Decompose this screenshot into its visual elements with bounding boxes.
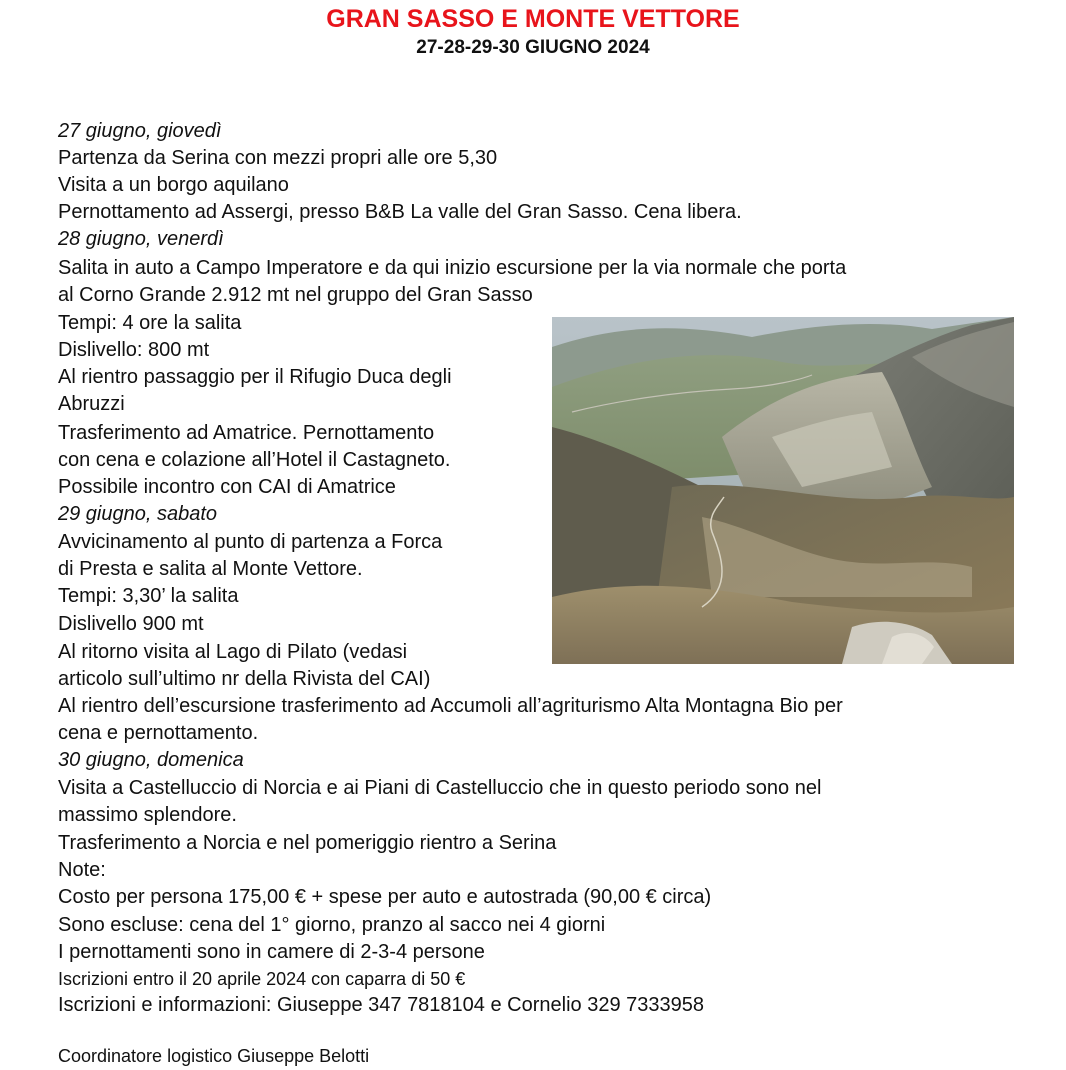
mountain-photo xyxy=(552,317,1014,664)
document-dates: 27-28-29-30 GIUGNO 2024 xyxy=(416,37,650,58)
day2-line: Tempi: 4 ore la salita xyxy=(58,312,242,334)
day3-heading: 29 giugno, sabato xyxy=(58,503,218,525)
day3-line: Tempi: 3,30’ la salita xyxy=(58,585,239,607)
day3-line: articolo sull’ultimo nr della Rivista del CAI) xyxy=(58,668,431,690)
day2-line: al Corno Grande 2.912 mt nel gruppo del Gran Sasso xyxy=(58,284,533,306)
notes-line: Sono escluse: cena del 1° giorno, pranzo al sacco nei 4 giorni xyxy=(58,914,606,936)
day2-heading: 28 giugno, venerdì xyxy=(58,228,224,250)
day2-line: Trasferimento ad Amatrice. Pernottamento xyxy=(58,422,435,444)
day2-line: Abruzzi xyxy=(58,393,125,415)
day1-line: Partenza da Serina con mezzi propri alle ore 5,30 xyxy=(58,147,498,169)
notes-contacts: Iscrizioni e informazioni: Giuseppe 347 7818104 e Cornelio 329 7333958 xyxy=(58,994,704,1016)
day4-line: Visita a Castelluccio di Norcia e ai Piani di Castelluccio che in questo periodo sono nel xyxy=(58,777,822,799)
day2-line: Possibile incontro con CAI di Amatrice xyxy=(58,476,396,498)
day3-line: Dislivello 900 mt xyxy=(58,613,204,635)
notes-line: Costo per persona 175,00 € + spese per auto e autostrada (90,00 € circa) xyxy=(58,886,712,908)
day4-heading: 30 giugno, domenica xyxy=(58,749,244,771)
notes-deadline: Iscrizioni entro il 20 aprile 2024 con caparra di 50 € xyxy=(58,969,466,989)
notes-heading: Note: xyxy=(58,859,106,881)
day3-line: Avvicinamento al punto di partenza a Forca xyxy=(58,531,443,553)
day3-line: cena e pernottamento. xyxy=(58,722,259,744)
day2-line: con cena e colazione all’Hotel il Castagneto. xyxy=(58,449,451,471)
day1-heading: 27 giugno, giovedì xyxy=(58,120,222,142)
day4-line: Trasferimento a Norcia e nel pomeriggio rientro a Serina xyxy=(58,832,557,854)
day1-line: Pernottamento ad Assergi, presso B&B La valle del Gran Sasso. Cena libera. xyxy=(58,201,742,223)
day3-line: Al rientro dell’escursione trasferimento ad Accumoli all’agriturismo Alta Montagna Bio per xyxy=(58,695,843,717)
document-title: GRAN SASSO E MONTE VETTORE xyxy=(326,5,740,33)
notes-line: I pernottamenti sono in camere di 2-3-4 persone xyxy=(58,941,485,963)
day2-line: Salita in auto a Campo Imperatore e da qui inizio escursione per la via normale che porta xyxy=(58,257,847,279)
day2-line: Al rientro passaggio per il Rifugio Duca degli xyxy=(58,366,452,388)
mountain-landscape-image xyxy=(552,317,1014,664)
day4-line: massimo splendore. xyxy=(58,804,237,826)
coordinator: Coordinatore logistico Giuseppe Belotti xyxy=(58,1046,370,1066)
day3-line: di Presta e salita al Monte Vettore. xyxy=(58,558,363,580)
day2-line: Dislivello: 800 mt xyxy=(58,339,210,361)
day1-line: Visita a un borgo aquilano xyxy=(58,174,289,196)
day3-line: Al ritorno visita al Lago di Pilato (vedasi xyxy=(58,641,408,663)
